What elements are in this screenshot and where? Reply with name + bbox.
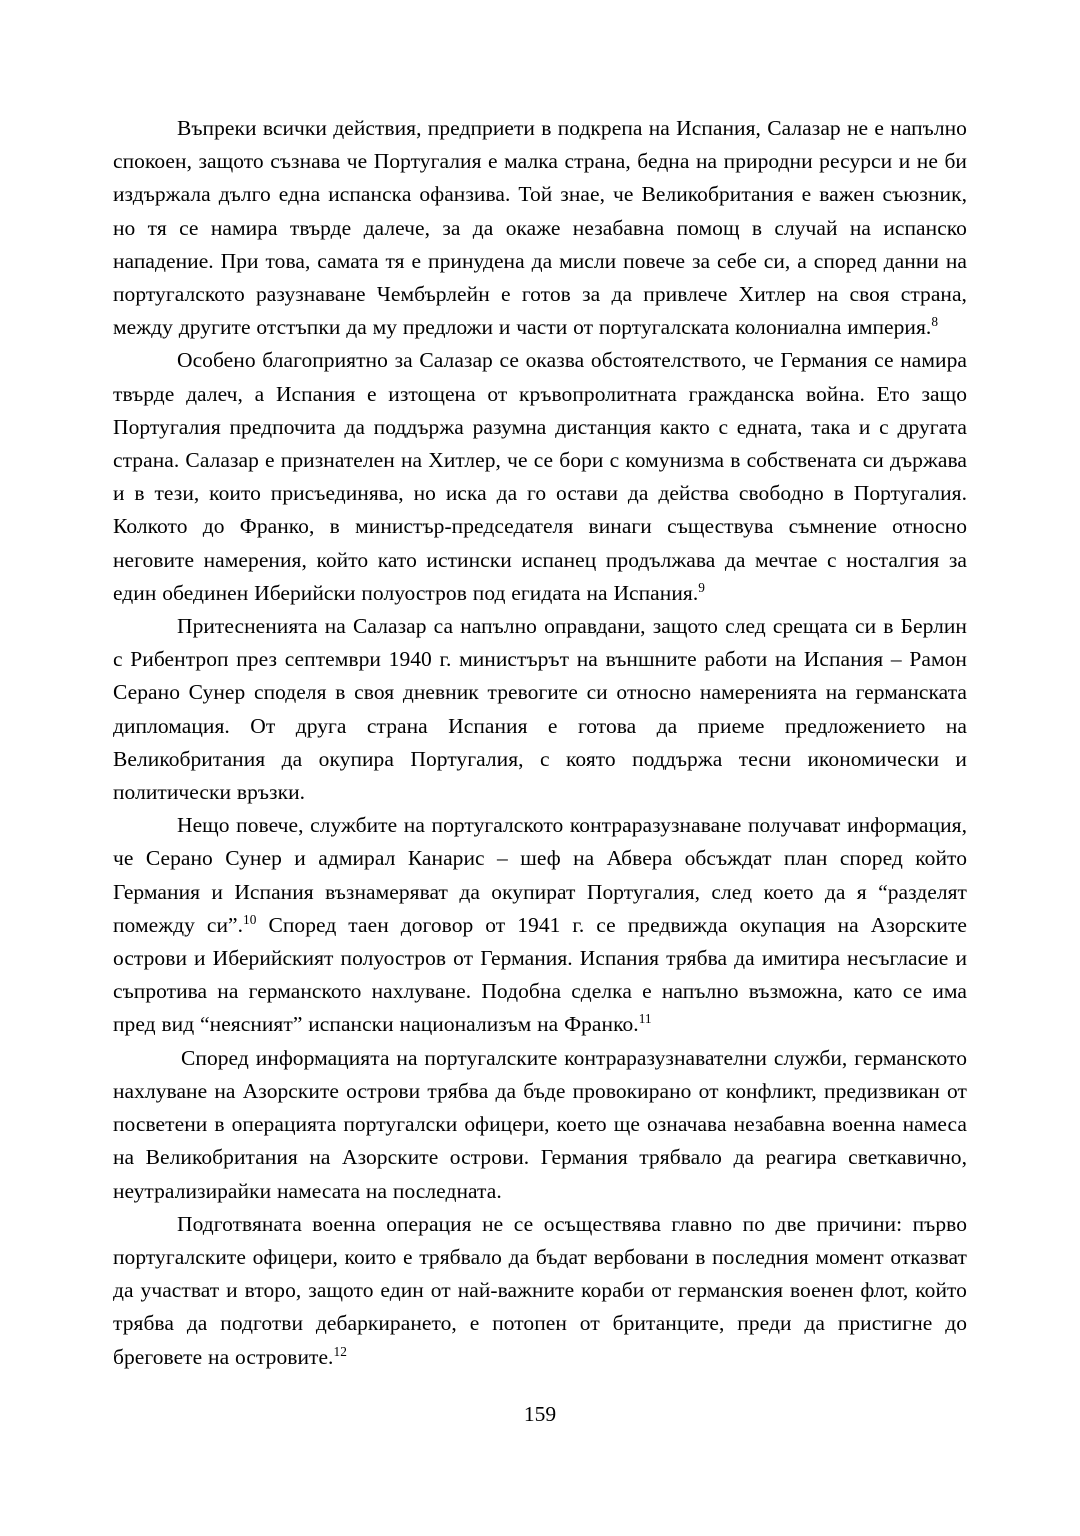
paragraph-2 — [113, 344, 967, 610]
paragraph-1 — [113, 112, 967, 344]
paragraph-3-text: Притесненията на Салазар са напълно оправдани, защото след срещата си в Берлин с Рибентроп през септември 1940 г. министърът на външните работи на Испания – Рамон Серано Сунер споделя в своя дневник тревогите си относно намеренията на германската дипломация. От друга страна Испания е готова да приеме предложението на Великобритания да окупира Португалия, с която поддържа тесни икономически и политически връзки. — [113, 614, 967, 805]
footnote-marker-11: 11 — [638, 1011, 652, 1027]
footnote-marker-12: 12 — [333, 1343, 347, 1359]
footnote-marker-9: 9 — [698, 579, 705, 595]
footnote-marker-10: 10 — [243, 911, 257, 927]
body-text — [113, 112, 967, 1374]
paragraph-4-text-before: Нещо повече, службите на португалското контраразузнаване получават информация, че Серано Сунер и адмирал Канарис – шеф на Абвера обсъждат план според който Германия и Испания възнамеряват да окупират Португалия, след което да я “разделят помежду си”. — [113, 813, 967, 937]
paragraph-5-text: Според информацията на португалските контраразузнавателни служби, германското нахлуване на Азорските острови трябва да бъде провокирано от конфликт, предизвикан от посветени в операцията португалски офицери, което ще означава незабавна военна намеса на Великобритания на Азорските острови. Германия трябвало да реагира светкавично, неутрализирайки намесата на последната. — [113, 1045, 967, 1203]
footnote-marker-8: 8 — [931, 314, 939, 330]
paragraph-2-text: Особено благоприятно за Салазар се оказва обстоятелството, че Германия се намира твърде далеч, а Испания е изтощена от кръвопролитната гражданска война. Ето защо Португалия предпочита да поддържа разумна дистанция както с едната, така и с другата страна. Салазар е признателен на Хитлер, че се бори с комунизма в собствената си държава и в тези, които присъединява, но иска да го остави да действа свободно в Португалия. Колкото до Франко, в министър-председателя винаги съществува съмнение относно неговите намерения, който като истински испанец продължава да мечтае с носталгия за един обединен Иберийски полуостров под егидата на Испания. — [113, 348, 967, 605]
paragraph-4-text-after: Според таен договор от 1941 г. се предвижда окупация на Азорските острови и Иберийският полуостров от Германия. Испания трябва да имитира несъгласие и съпротива на германското нахлуване. Подобна сделка е напълно възможна, като се има пред вид “неясният” испански национализъм на Франко. — [113, 912, 967, 1037]
paragraph-1-text: Въпреки всички действия, предприети в подкрепа на Испания, Салазар не е напълно спокоен, защото съзнава че Португалия е малка страна, бедна на природни ресурси и не би издържала дълго една испанска офанзива. Той знае, че Великобритания е важен съюзник, но тя се намира твърде далече, за да окаже незабавна помощ в случай на испанско нападение. При това, самата тя е принудена да мисли повече за себе си, а според данни на португалското разузнаване Чембърлейн е готов за да привлече Хитлер на своя страна, между другите отстъпки да му предложи и части от португалската колониална империя. — [113, 116, 967, 340]
page-number: 159 — [523, 1402, 557, 1426]
paragraph-6 — [113, 1208, 967, 1374]
paragraph-5 — [113, 1042, 967, 1208]
paragraph-4 — [113, 809, 967, 1041]
paragraph-3 — [113, 610, 967, 809]
paragraph-6-text: Подготвяната военна операция не се осъществява главно по две причини: първо португалските офицери, които е трябвало да бъдат вербовани в последния момент отказват да участват и второ, защото един от най-важните кораби от германския военен флот, който трябва да подготви дебаркирането, е потопен от британците, преди да пристигне до бреговете на островите. — [113, 1211, 967, 1369]
